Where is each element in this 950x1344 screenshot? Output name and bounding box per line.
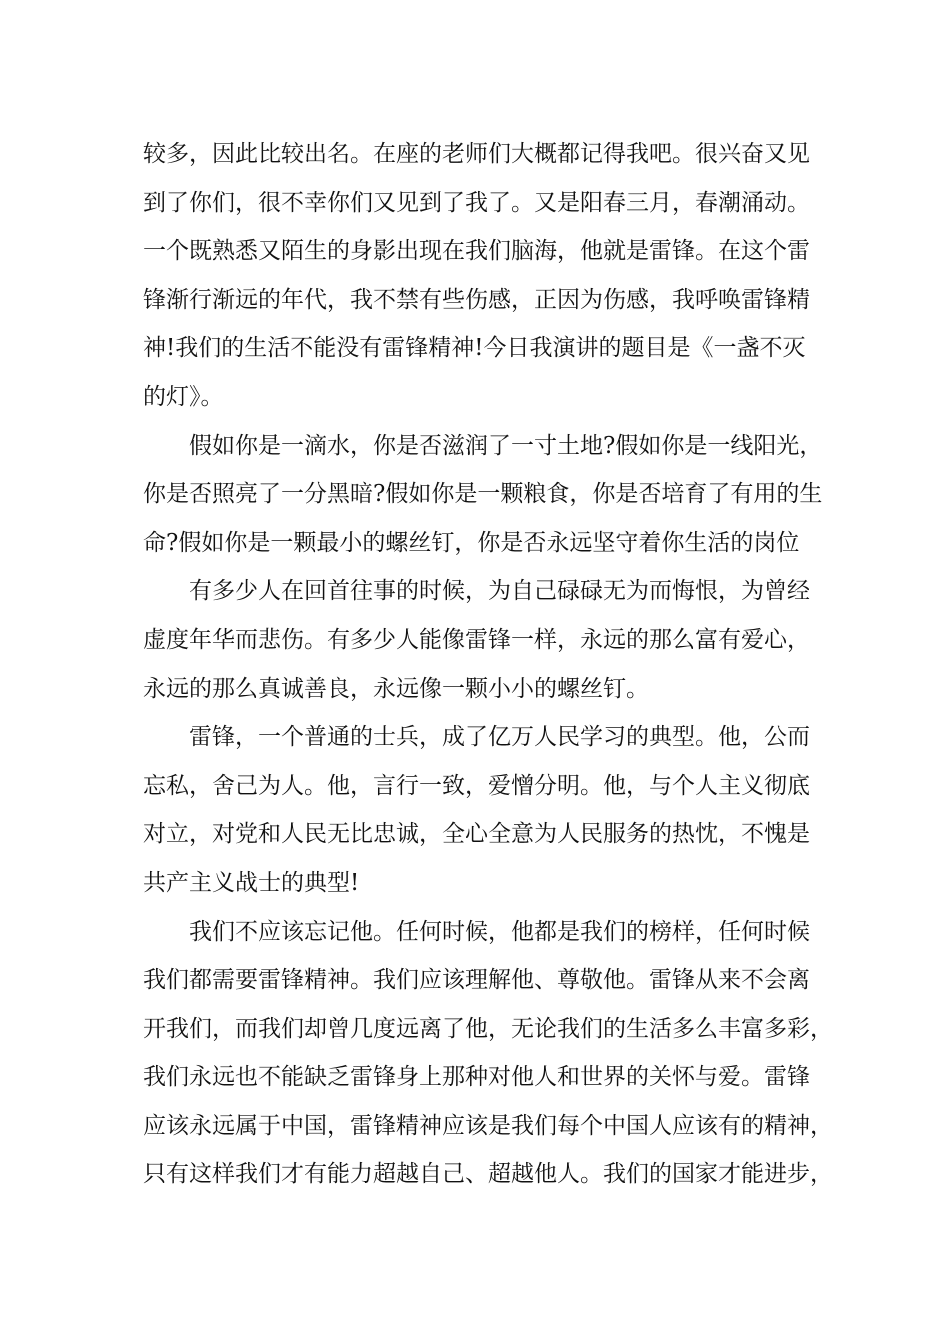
text-line: 我们都需要雷锋精神。我们应该理解他、尊敬他。雷锋从来不会离 bbox=[143, 967, 810, 994]
paragraph-first-line: 有多少人在回首往事的时候，为自己碌碌无为而悔恨，为曾经 bbox=[189, 578, 810, 605]
text-line: 你是否照亮了一分黑暗?假如你是一颗粮食，你是否培育了有用的生 bbox=[143, 481, 823, 508]
paragraph-first-line: 雷锋，一个普通的士兵，成了亿万人民学习的典型。他，公而 bbox=[189, 724, 810, 751]
text-line: 虚度年华而悲伤。有多少人能像雷锋一样，永远的那么富有爱心， bbox=[143, 626, 810, 653]
text-line: 命?假如你是一颗最小的螺丝钉，你是否永远坚守着你生活的岗位 bbox=[143, 529, 800, 556]
text-line: 开我们，而我们却曾几度远离了他，无论我们的生活多么丰富多彩， bbox=[143, 1015, 833, 1042]
text-line: 的灯》。 bbox=[143, 383, 224, 410]
text-line: 永远的那么真诚善良，永远像一颗小小的螺丝钉。 bbox=[143, 675, 649, 702]
text-line: 到了你们，很不幸你们又见到了我了。又是阳春三月，春潮涌动。 bbox=[143, 189, 810, 216]
text-line: 只有这样我们才有能力超越自己、超越他人。我们的国家才能进步， bbox=[143, 1161, 833, 1188]
text-line: 一个既熟悉又陌生的身影出现在我们脑海，他就是雷锋。在这个雷 bbox=[143, 238, 810, 265]
text-line: 对立，对党和人民无比忠诚，全心全意为人民服务的热忱，不愧是 bbox=[143, 821, 810, 848]
text-line: 我们永远也不能缺乏雷锋身上那种对他人和世界的关怀与爱。雷锋 bbox=[143, 1064, 810, 1091]
paragraph-first-line: 假如你是一滴水，你是否滋润了一寸土地?假如你是一线阳光， bbox=[189, 432, 823, 459]
text-line: 锋渐行渐远的年代，我不禁有些伤感，正因为伤感，我呼唤雷锋精 bbox=[143, 286, 810, 313]
body-text bbox=[143, 130, 843, 1199]
text-line: 应该永远属于中国，雷锋精神应该是我们每个中国人应该有的精神， bbox=[143, 1112, 833, 1139]
text-line: 较多，因此比较出名。在座的老师们大概都记得我吧。很兴奋又见 bbox=[143, 141, 810, 167]
text-line: 神!我们的生活不能没有雷锋精神!今日我演讲的题目是《一盏不灭 bbox=[143, 335, 806, 362]
text-line: 忘私，舍己为人。他，言行一致，爱憎分明。他，与个人主义彻底 bbox=[143, 772, 810, 799]
text-line: 共产主义战士的典型! bbox=[143, 869, 360, 896]
paragraph-first-line: 我们不应该忘记他。任何时候，他都是我们的榜样，任何时候 bbox=[189, 918, 810, 945]
